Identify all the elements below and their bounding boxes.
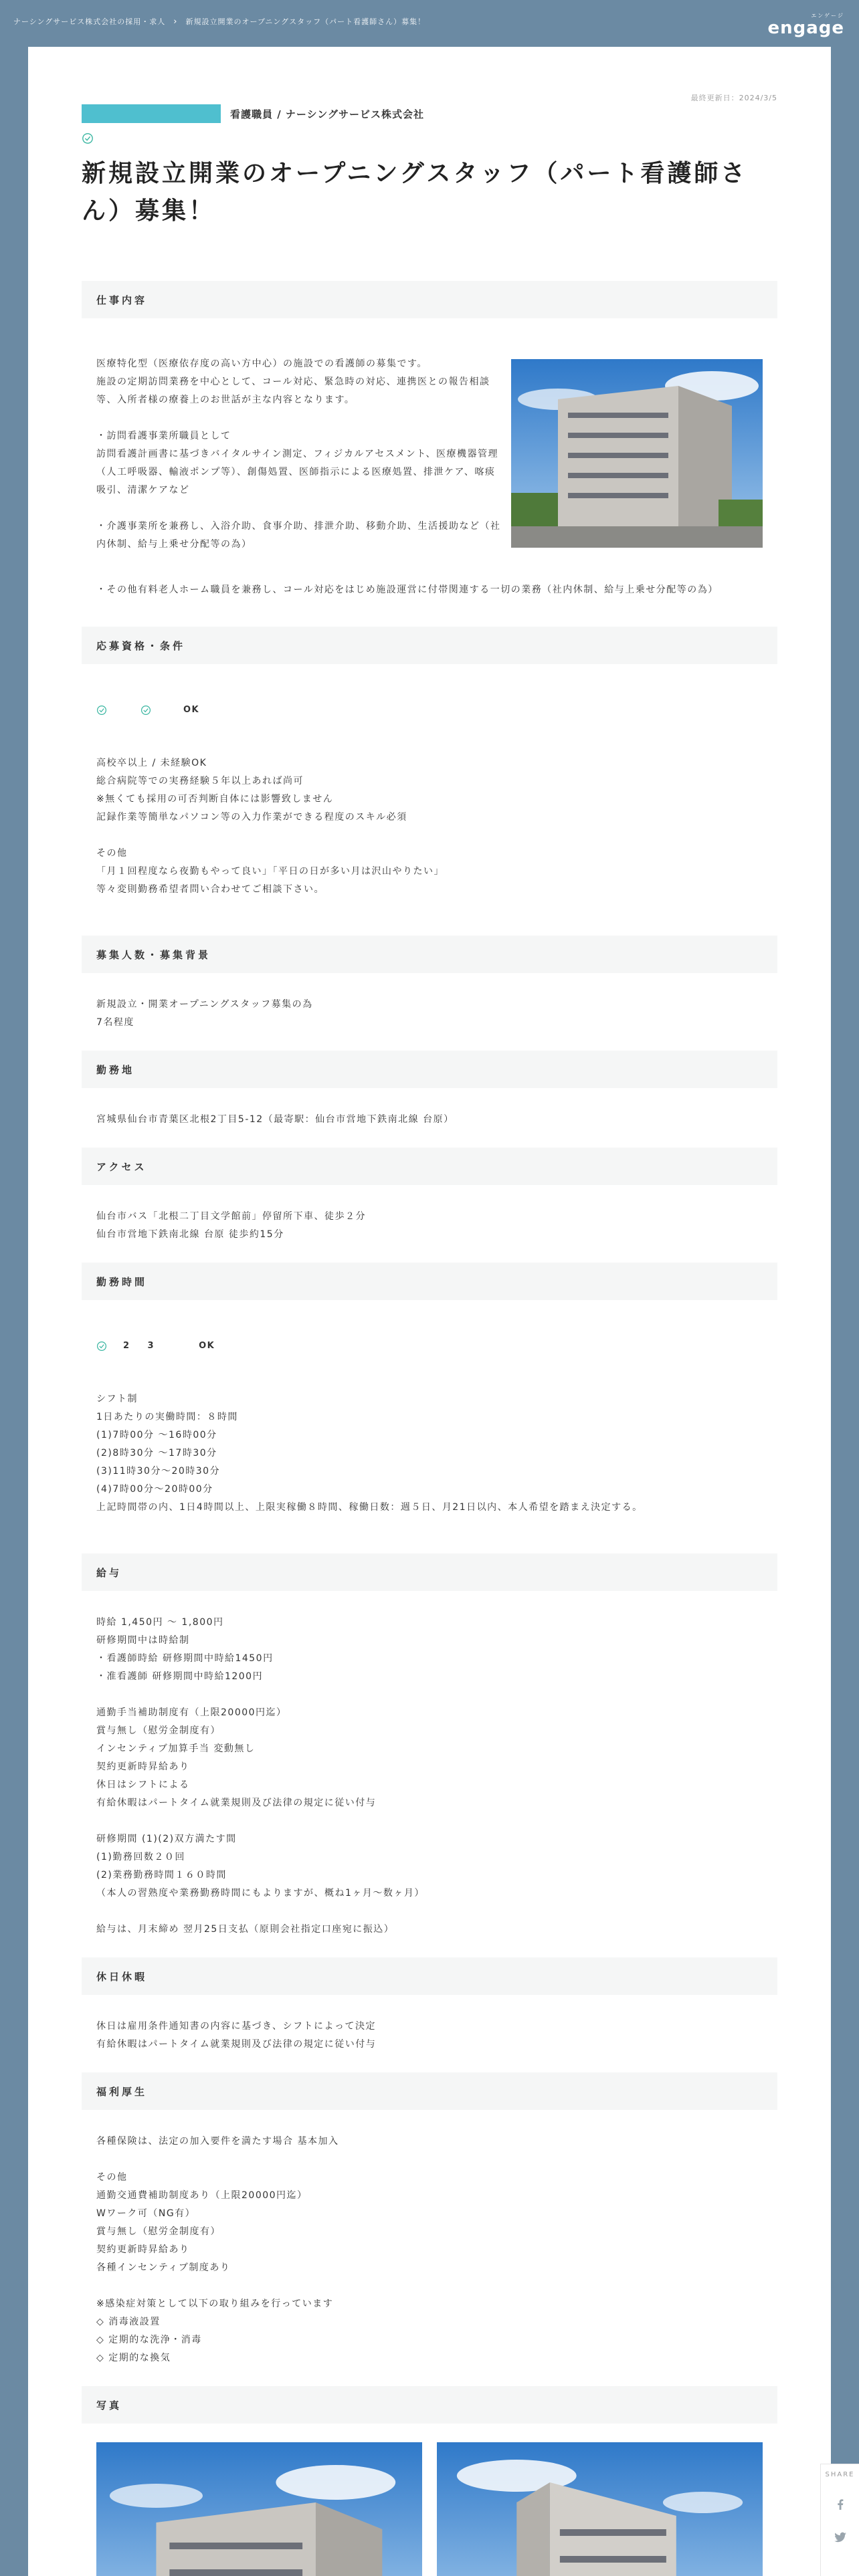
check-circle-icon — [96, 705, 107, 716]
section-heading: 応募資格・条件 — [82, 627, 777, 664]
section-heading: 福利厚生 — [82, 2072, 777, 2110]
logo-ruby-text: エンゲージ — [811, 13, 844, 19]
section-access — [82, 1148, 777, 1263]
welfare-text: 各種保険は、法定の加入要件を満たす場合 基本加入 その他 通勤交通費補助制度あり（上限20000円迄） Wワーク可（NG有） 賞与無し（慰労金制度有） 契約更新時昇給あり 各種インセンティブ制度あり ※感染症対策として以下の取り組みを行っています ◇ 消毒液設置 ◇ 定期的な洗浄・消毒 ◇ 定期的な換気 — [96, 2136, 339, 2363]
building-photo[interactable] — [437, 2442, 763, 2576]
section-heading: 休日休暇 — [82, 1957, 777, 1995]
last-updated-date: 最終更新日：2024/3/5 — [690, 94, 777, 102]
location-text: 宮城県仙台市青葉区北根2丁目5-12（最寄駅：仙台市営地下鉄南北線 台原） — [96, 1114, 454, 1125]
job-description-extra: ・その他有料老人ホーム職員を兼務し、コール対応をはじめ施設運営に付帯関連する一切の業務（社内休制、給与上乗せ分配等の為） — [96, 584, 719, 595]
salary-text: 時給 1,450円 〜 1,800円 研修期間中は時給制 ・看護師時給 研修期間中時給1450円 ・准看護師 研修期間中時給1200円 通勤手当補助制度有（上限20000円迄） 賞与無し（慰労金制度有） インセンティブ加算手当 変動無し 契約更新時昇給あり 休日はシフトによる 有給休暇はパートタイム就業規則及び法律の規定に従い付与 研修期間 (1)(2)双方満たす間 (1)勤務回数２０回 (2)業務勤務時間１６０時間 （本人の習熟度や業務勤務時間にもよりますが、概ね1ヶ月〜数ヶ月） 給与は、月末締め 翌月25日支払（原則会社指定口座宛に振込） — [96, 1617, 425, 1935]
check-circle-icon — [96, 1341, 107, 1352]
job-title: 新規設立開業のオープニングスタッフ（パート看護師さん）募集！ — [82, 160, 748, 225]
tag-text: OK — [183, 705, 200, 715]
building-photo[interactable] — [96, 2442, 422, 2576]
hours-tags — [96, 1337, 763, 1355]
tag-item — [96, 705, 107, 716]
section-location — [82, 1051, 777, 1148]
facebook-icon[interactable] — [832, 2496, 848, 2512]
engage-logo[interactable] — [767, 12, 844, 37]
top-breadcrumb-bar — [0, 0, 859, 43]
section-recruitment — [82, 936, 777, 1051]
access-text: 仙台市バス「北根二丁目文学館前」停留所下車、徒歩２分 仙台市営地下鉄南北線 台原 徒歩約15分 — [96, 1211, 366, 1240]
breadcrumb-current-page: 新規設立開業のオープニングスタッフ（パート看護師さん）募集！ — [185, 17, 426, 26]
section-salary — [82, 1553, 777, 1957]
photo-gallery — [82, 2424, 777, 2576]
section-holidays — [82, 1957, 777, 2072]
section-heading: アクセス — [82, 1148, 777, 1185]
building-photo — [511, 359, 763, 548]
job-description-text: 医療特化型（医療依存度の高い方中心）の施設での看護師の募集です。 施設の定期訪問業務を中心として、コール対応、緊急時の対応、連携医との報告相談等、入所者様の療養上のお世話が主な内容となります。 ・訪問看護事業所職員として 訪問看護計画書に基づきバイタルサイン測定、フィジカルアセスメント、医療機器管理（人工呼吸器、輸液ポンプ等）、創傷処置、医師指示による医療処置、排泄ケア、喀痰吸引、清潔ケアなど ・介護事業所を兼務し、入浴介助、食事介助、排泄介助、移動介助、生活援助など（社内休制、給与上乗せ分配等の為） — [96, 358, 501, 550]
section-heading: 写真 — [82, 2386, 777, 2424]
section-heading: 勤務時間 — [82, 1263, 777, 1300]
tag-text: 2 — [123, 1341, 130, 1351]
share-widget — [820, 2464, 859, 2576]
twitter-icon[interactable] — [832, 2529, 848, 2545]
qualifications-text: 高校卒以上 / 未経験OK 総合病院等での実務経験５年以上あれば尚可 ※無くても採用の可否判断自体には影響致しません 記録作業等簡単なパソコン等の入力作業ができる程度のスキル必須 その他 「月１回程度なら夜勤もやって良い」「平日の日が多い月は沢山やりたい」 等々変則勤務希望者問い合わせてご相談下さい。 — [96, 758, 444, 895]
section-photos — [82, 2386, 777, 2576]
section-job-description — [82, 281, 777, 627]
job-category-label: 看護職員 / ナーシングサービス株式会社 — [230, 108, 424, 120]
working-hours-text: シフト制 1日あたりの実働時間：８時間 (1)7時00分 〜16時00分 (2)8時30分 〜17時30分 (3)11時30分〜20時30分 (4)7時00分〜20時00分 上記時間帯の内、1日4時間以上、上限実稼働８時間、稼働日数：週５日、月21日以内、本人希望を踏まえ決定する。 — [96, 1394, 643, 1513]
section-heading: 勤務地 — [82, 1051, 777, 1088]
holidays-text: 休日は雇用条件通知書の内容に基づき、シフトによって決定 有給休暇はパートタイム就業規則及び法律の規定に従い付与 — [96, 2021, 377, 2050]
section-qualifications — [82, 627, 777, 936]
tag-item — [140, 701, 199, 719]
section-heading: 給与 — [82, 1553, 777, 1591]
category-row — [82, 104, 777, 123]
section-heading: 募集人数・募集背景 — [82, 936, 777, 973]
tag-text: OK — [199, 1341, 215, 1351]
section-welfare — [82, 2072, 777, 2386]
tag-item — [96, 1337, 215, 1355]
tag-text: 3 — [147, 1341, 155, 1351]
recruitment-text: 新規設立・開業オープニングスタッフ募集の為 7名程度 — [96, 999, 313, 1028]
share-label: SHARE — [825, 2471, 855, 2478]
logo-wordmark: engage — [767, 18, 844, 38]
check-circle-icon — [140, 705, 151, 716]
breadcrumb-company-link[interactable]: ナーシングサービス株式会社の採用・求人 — [13, 17, 166, 26]
breadcrumb-separator-icon: › — [173, 16, 178, 27]
category-accent-bar — [82, 104, 221, 123]
section-working-hours — [82, 1263, 777, 1553]
qualification-tags — [96, 701, 763, 719]
check-circle-icon — [82, 132, 94, 144]
job-detail-card — [28, 47, 831, 2576]
section-heading: 仕事内容 — [82, 281, 777, 318]
